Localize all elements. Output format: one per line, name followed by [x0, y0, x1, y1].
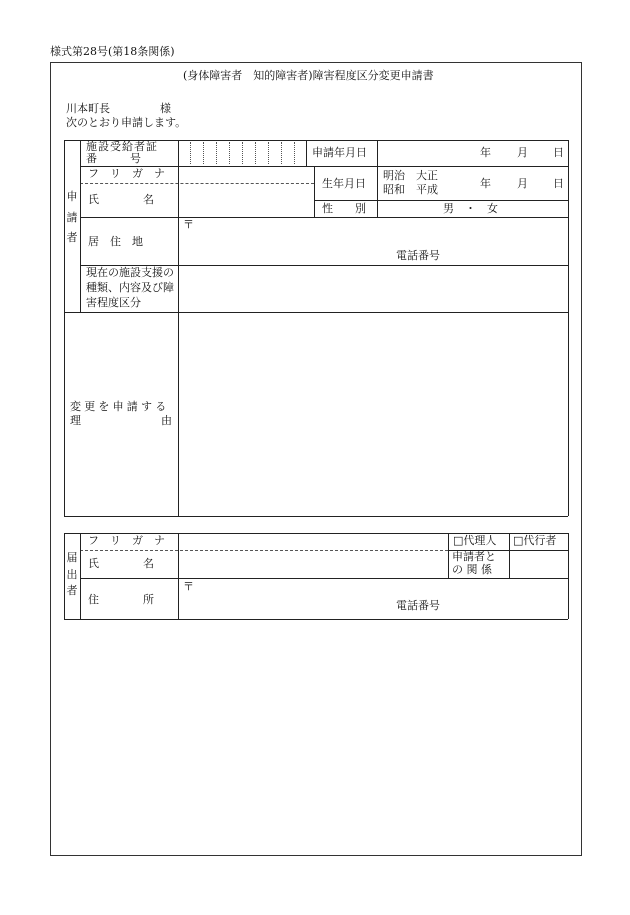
birth-day: 日	[553, 177, 564, 190]
app-date-month: 月	[517, 146, 528, 159]
residence-field[interactable]	[180, 218, 567, 264]
birth-date-label: 生年月日	[322, 177, 366, 190]
era-options-1: 明治 大正	[383, 169, 438, 182]
notifier-postal-mark: 〒	[183, 580, 194, 593]
notifier-address-label: 住 所	[88, 593, 154, 606]
proxy-checkbox[interactable]: □代行者	[513, 534, 557, 547]
postal-mark: 〒	[183, 218, 194, 231]
furigana-field[interactable]	[180, 167, 313, 182]
notifier-furigana-label: フ リ ガ ナ	[88, 534, 165, 547]
agent-checkbox[interactable]: □代理人	[453, 534, 497, 547]
residence-label: 居 住 地	[88, 235, 143, 248]
name-field[interactable]	[180, 184, 313, 216]
notifier-name-label: 氏 名	[88, 557, 154, 570]
cert-number-field[interactable]	[180, 141, 305, 165]
app-date-day: 日	[553, 146, 564, 159]
addressee: 川本町長	[66, 102, 110, 115]
form-number: 様式第28号(第18条関係)	[50, 45, 175, 58]
current-support-field[interactable]	[180, 266, 567, 311]
sex-options[interactable]: 男 ・ 女	[443, 202, 498, 215]
reason-label-line2a: 理	[70, 414, 81, 427]
current-support-label: 現在の施設支援の種類、内容及び障害程度区分	[86, 266, 174, 309]
notifier-furigana-field[interactable]	[180, 534, 447, 549]
relation-field[interactable]	[511, 551, 567, 577]
cert-number-label: 施設受給者証	[86, 140, 158, 153]
reason-label-line2b: 由	[161, 414, 172, 427]
notifier-section-label: 届 出 者	[66, 551, 78, 597]
app-date-year: 年	[480, 146, 491, 159]
phone-label: 電話番号	[396, 249, 440, 262]
era-options-2: 昭和 平成	[383, 183, 438, 196]
reason-label-line1: 変更を申請する	[70, 400, 170, 413]
birth-date-field[interactable]	[379, 167, 567, 199]
birth-year: 年	[480, 177, 491, 190]
cert-number-label-2: 番 号	[86, 152, 141, 165]
sex-label: 性 別	[322, 202, 366, 215]
notifier-phone-label: 電話番号	[396, 599, 440, 612]
notifier-address-field[interactable]	[180, 579, 567, 618]
applicant-section-label: 申 請 者	[66, 190, 78, 244]
application-date-label: 申請年月日	[312, 146, 367, 159]
application-date-field[interactable]	[379, 141, 567, 165]
honorific: 様	[160, 102, 171, 115]
birth-month: 月	[517, 177, 528, 190]
notifier-name-field[interactable]	[180, 551, 447, 577]
relation-label-2: の 関 係	[452, 563, 492, 576]
relation-label-1: 申請者と	[452, 550, 496, 563]
page-title: (身体障害者 知的障害者)障害程度区分変更申請書	[183, 69, 434, 82]
furigana-label: フ リ ガ ナ	[88, 167, 165, 180]
reason-field[interactable]	[180, 313, 567, 515]
intro-text: 次のとおり申請します。	[66, 116, 187, 129]
name-label: 氏 名	[88, 193, 154, 206]
